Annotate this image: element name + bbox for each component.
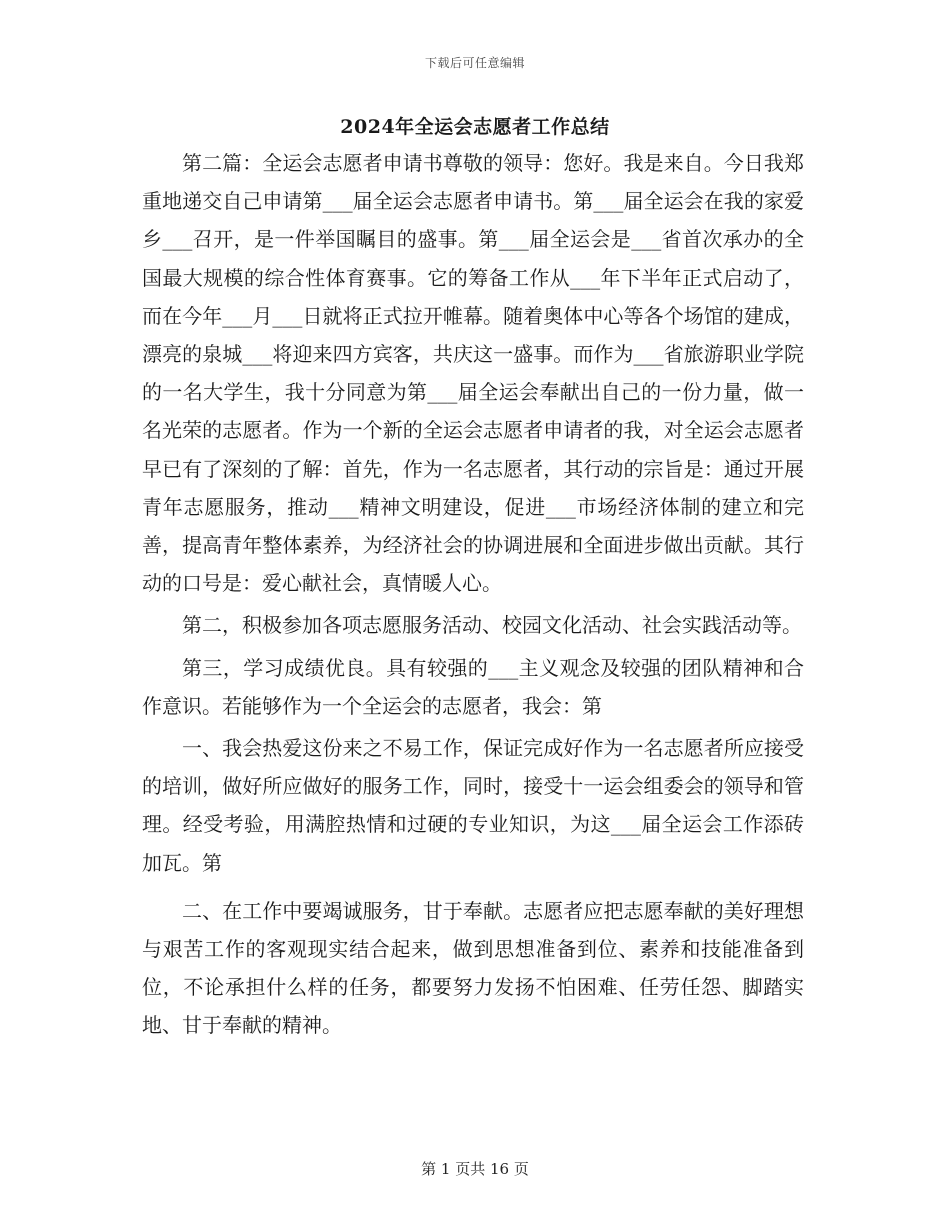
document-title: 2024年全运会志愿者工作总结 bbox=[340, 116, 610, 138]
paragraph: 一、我会热爱这份来之不易工作，保证完成好作为一名志愿者所应接受的培训，做好所应做好的服务工作，同时，接受十一运会组委会的领导和管理。经受考验，用满腔热情和过硬的专业知识，为这___届全运会工作添砖加瓦。第 bbox=[142, 736, 804, 875]
paragraph: 二、在工作中要竭诚服务，甘于奉献。志愿者应把志愿奉献的美好理想与艰苦工作的客观现实结合起来，做到思想准备到位、素养和技能准备到位，不论承担什么样的任务，都要努力发扬不怕困难、任劳任怨、脚踏实地、甘于奉献的精神。 bbox=[142, 898, 804, 1038]
document-body bbox=[142, 144, 804, 1045]
paragraph: 第三，学习成绩优良。具有较强的___主义观念及较强的团队精神和合作意识。若能够作为一个全运会的志愿者，我会：第 bbox=[142, 655, 804, 718]
header-note: 下载后可任意编辑 bbox=[424, 56, 525, 70]
paragraph: 第二篇：全运会志愿者申请书尊敬的领导：您好。我是来自。今日我郑重地递交自己申请第___届全运会志愿者申请书。第___届全运会在我的家爱乡___召开，是一件举国瞩目的盛事。第___届全运会是___省首次承办的全国最大规模的综合性体育赛事。它的筹备工作从___年下半年正式启动了，而在今年___月___日就将正式拉开帷幕。随着奥体中心等各个场馆的建成，漂亮的泉城___将迎来四方宾客，共庆这一盛事。而作为___省旅游职业学院的一名大学生，我十分同意为第___届全运会奉献出自己的一份力量，做一名光荣的志愿者。作为一个新的全运会志愿者申请者的我，对全运会志愿者早已有了深刻的了解：首先，作为一名志愿者，其行动的宗旨是：通过开展青年志愿服务，推动___精神文明建设，促进___市场经济体制的建立和完善，提高青年整体素养，为经济社会的协调进展和全面进步做出贡献。其行动的口号是：爱心献社会，真情暖人心。 bbox=[142, 151, 804, 596]
paragraph: 第二，积极参加各项志愿服务活动、校园文化活动、社会实践活动等。 bbox=[182, 613, 802, 638]
page-number: 第 1 页共 16 页 bbox=[421, 1160, 529, 1178]
